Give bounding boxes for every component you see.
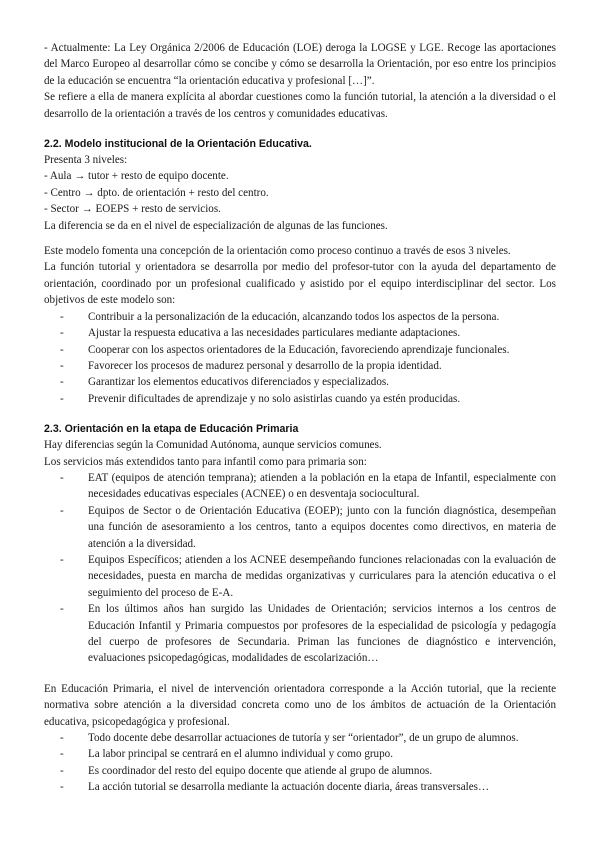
list-bullet: -	[60, 310, 64, 323]
list-item	[44, 309, 556, 325]
services-list	[44, 470, 556, 667]
intro-paragraph-reference: Se refiere a ella de manera explícita al abordar cuestiones como la función tutorial, la atención a la diversidad o el desarrollo de la orientación a través de los centros y comunidades educativas.	[44, 91, 556, 120]
list-bullet: -	[60, 764, 64, 777]
list-item-text: EAT (equipos de atención temprana); atienden a la población en la etapa de Infantil, especialmente con necesidades educativas especiales (ACNEE) o en desventaja sociocultural.	[88, 471, 556, 501]
section-heading-2-2: 2.2. Modelo institucional de la Orientación Educativa.	[44, 138, 312, 151]
list-bullet: -	[60, 504, 64, 517]
list-item	[44, 779, 556, 795]
list-item	[44, 325, 556, 341]
list-bullet: -	[60, 553, 64, 566]
list-item-text: Cooperar con los aspectos orientadores de la Educación, favoreciendo aprendizaje funcionales.	[88, 343, 510, 356]
list-item	[44, 391, 556, 407]
list-bullet: -	[60, 392, 64, 405]
list-bullet: -	[60, 376, 64, 389]
list-item	[44, 374, 556, 390]
text-line: - Aula → tutor + resto de equipo docente.	[44, 170, 229, 183]
list-item	[44, 503, 556, 552]
list-item-text: Contribuir a la personalización de la educación, alcanzando todos los aspectos de la persona.	[88, 310, 500, 323]
intro-paragraph-loe: - Actualmente: La Ley Orgánica 2/2006 de Educación (LOE) deroga la LOGSE y LGE. Recoge las aportaciones del Marco Europeo al desarrollar cómo se concibe y cómo se desarrolla la Orientación, por eso entre los principios de la educación se encuentra “la orientación educativa y profesional […]”.	[44, 42, 556, 87]
text-line: - Sector → EOEPS + resto de servicios.	[44, 203, 221, 216]
list-item	[44, 342, 556, 358]
text-line: Hay diferencias según la Comunidad Autónoma, aunque servicios comunes.	[44, 439, 382, 452]
list-bullet: -	[60, 471, 64, 484]
section-heading-2-3: 2.3. Orientación en la etapa de Educación Primaria	[44, 423, 299, 436]
list-item-text: Es coordinador del resto del equipo docente que atiende al grupo de alumnos.	[88, 764, 433, 777]
list-item-text: Ajustar la respuesta educativa a las necesidades particulares mediante adaptaciones.	[88, 327, 461, 340]
list-bullet: -	[60, 603, 64, 616]
text-line: - Centro → dpto. de orientación + resto del centro.	[44, 186, 269, 199]
list-item-text: La acción tutorial se desarrolla mediante la actuación docente diaria, áreas transversales…	[88, 781, 490, 794]
text-line: La diferencia se da en el nivel de especialización de algunas de las funciones.	[44, 219, 388, 232]
model-paragraph: Este modelo fomenta una concepción de la orientación como proceso continuo a través de esos 3 niveles.	[44, 245, 511, 258]
list-item-text: Prevenir dificultades de aprendizaje y no solo asistirlas cuando ya estén producidas.	[88, 392, 461, 405]
list-item	[44, 763, 556, 779]
list-item-text: Todo docente debe desarrollar actuaciones de tutoría y ser “orientador”, de un grupo de alumnos.	[88, 732, 519, 745]
list-bullet: -	[60, 732, 64, 745]
list-item	[44, 358, 556, 374]
tutorial-list	[44, 730, 556, 796]
list-item-text: La labor principal se centrará en el alumno individual y como grupo.	[88, 748, 393, 761]
function-paragraph: La función tutorial y orientadora se desarrolla por medio del profesor-tutor con la ayuda del departamento de orientación, coordinado por un profesional cualificado y asistido por el equipo interdisciplinar del sector. Los objetivos de este modelo son:	[44, 261, 556, 307]
text-line: Presenta 3 niveles:	[44, 154, 128, 167]
list-item	[44, 470, 556, 503]
list-item-text: Equipos de Sector o de Orientación Educativa (EOEP); junto con la función diagnóstica, desempeñan una función de asesoramiento a los centros, tanto a equipos docentes como directivos, en materia de atención a la diversidad.	[88, 504, 556, 550]
list-bullet: -	[60, 748, 64, 761]
list-bullet: -	[60, 343, 64, 356]
objectives-list	[44, 309, 556, 407]
document-page	[44, 40, 556, 796]
list-item-text: Garantizar los elementos educativos diferenciados y especializados.	[88, 376, 389, 389]
list-item-text: Favorecer los procesos de madurez personal y desarrollo de la propia identidad.	[88, 359, 442, 372]
list-bullet: -	[60, 359, 64, 372]
list-bullet: -	[60, 781, 64, 794]
list-item	[44, 746, 556, 762]
list-item	[44, 730, 556, 746]
list-item-text: En los últimos años han surgido las Unidades de Orientación; servicios internos a los centros de Educación Infantil y Primaria compuestos por profesores de la especialidad de psicología y pedagogía del cuerpo de profesores de Secundaria. Priman las funciones de diagnóstico e intervención, evaluaciones psicopedagógicas, modalidades de escolarización…	[88, 603, 556, 665]
list-bullet: -	[60, 327, 64, 340]
list-item	[44, 601, 556, 667]
list-item-text: Equipos Específicos; atienden a los ACNEE desempeñando funciones relacionadas con la evaluación de necesidades, puesta en marcha de medidas organizativas y curriculares para la atención educativa o el seguimiento del proceso de E-A.	[88, 553, 556, 599]
text-line: Los servicios más extendidos tanto para infantil como para primaria son:	[44, 455, 367, 468]
primary-paragraph: En Educación Primaria, el nivel de intervención orientadora corresponde a la Acción tutorial, que la reciente normativa sobre atención a la diversidad concreta como uno de los ámbitos de actuación de la Orientación educativa, psicopedagógica y profesional.	[44, 682, 556, 728]
list-item	[44, 552, 556, 601]
